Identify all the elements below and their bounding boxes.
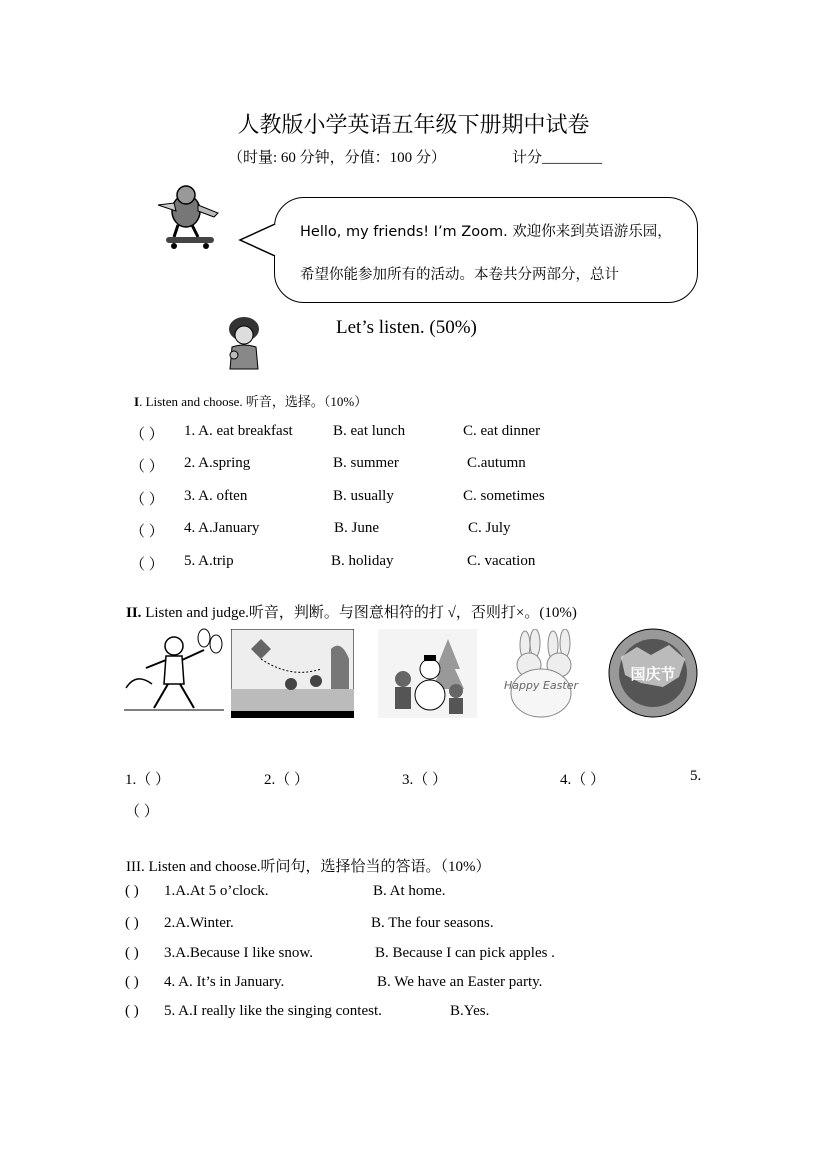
s1-q4-b: B. June <box>334 520 379 536</box>
girl-listening-icon <box>222 315 266 371</box>
s1-q5-a: 5. A.trip <box>184 553 234 569</box>
s1-q5-b: B. holiday <box>331 553 394 569</box>
s1-q2-a: 2. A.spring <box>184 455 251 471</box>
national-day-text: 国庆节 <box>630 665 676 683</box>
s1-q4-c: C. July <box>468 520 511 536</box>
s1-q3-b: B. usually <box>333 488 394 504</box>
s2-answer-2[interactable]: 2.（ ） <box>264 772 310 788</box>
s3-q4-b: B. We have an Easter party. <box>377 974 543 990</box>
easter-text: Happy Easter <box>503 679 579 692</box>
s3-q5-bracket[interactable]: ( ) <box>125 1003 139 1019</box>
time-info: （时量: 60 分钟，分值：100 分） <box>228 150 446 166</box>
s1-q4-bracket[interactable]: （ ） <box>130 524 164 540</box>
section-1-roman: I <box>134 394 140 409</box>
section-2-title <box>126 601 577 622</box>
picture-exercise-icon <box>124 628 224 718</box>
zoom-mascot-icon <box>148 183 228 251</box>
s3-q4-a: 4. A. It’s in January. <box>164 974 285 990</box>
s2-answer-3[interactable]: 3.（ ） <box>402 772 448 788</box>
s1-q2-bracket[interactable]: （ ） <box>130 459 164 475</box>
s3-q4-bracket[interactable]: ( ) <box>125 974 139 990</box>
s3-q3-a: 3.A.Because I like snow. <box>164 945 313 961</box>
s1-q5-bracket[interactable]: （ ） <box>130 557 164 573</box>
picture-kite-icon <box>231 629 354 718</box>
section-1-title <box>134 391 367 410</box>
s1-q2-c: C.autumn <box>467 455 526 471</box>
intro-line-1: Hello, my friends! I’m Zoom. 欢迎你来到英语游乐园， <box>300 224 672 240</box>
picture-snowman-icon <box>378 629 477 718</box>
s1-q2-b: B. summer <box>333 455 399 471</box>
intro-line-2: 希望你能参加所有的活动。本卷共分两部分，总计 <box>300 267 619 283</box>
section-2-text: Listen and judge.听音，判断。与图意相符的打 √，否则打×。(10%) <box>141 605 577 621</box>
s3-q1-a: 1.A.At 5 o’clock. <box>164 883 269 899</box>
s2-answer-5-bracket[interactable]: （ ） <box>125 804 159 820</box>
s3-q2-bracket[interactable]: ( ) <box>125 915 139 931</box>
section-2-roman: II. <box>126 605 142 621</box>
section-3-title: III. Listen and choose.听问句，选择恰当的答语。（10%） <box>126 859 491 875</box>
s1-q1-c: C. eat dinner <box>463 423 541 439</box>
s1-q1-b: B. eat lunch <box>333 423 406 439</box>
s2-answer-5[interactable]: 5. <box>690 768 702 784</box>
s1-q3-bracket[interactable]: （ ） <box>130 492 164 508</box>
s1-q3-a: 3. A. often <box>184 488 248 504</box>
picture-easter-icon <box>495 629 587 719</box>
s3-q5-a: 5. A.I really like the singing contest. <box>164 1003 382 1019</box>
listen-heading: Let’s listen. (50%) <box>336 317 477 338</box>
speech-bubble-tail <box>238 222 278 262</box>
s1-q4-a: 4. A.January <box>184 520 260 536</box>
s3-q1-bracket[interactable]: ( ) <box>125 883 139 899</box>
s3-q2-b: B. The four seasons. <box>371 915 494 931</box>
s2-answer-4[interactable]: 4.（ ） <box>560 772 606 788</box>
s3-q3-bracket[interactable]: ( ) <box>125 945 139 961</box>
s1-q3-c: C. sometimes <box>463 488 545 504</box>
s3-q5-b: B.Yes. <box>450 1003 490 1019</box>
s3-q1-b: B. At home. <box>373 883 446 899</box>
s2-answer-1[interactable]: 1.（ ） <box>125 772 171 788</box>
section-1-text: . Listen and choose. 听音，选择。（10%） <box>139 394 368 409</box>
picture-national-day-icon <box>607 627 699 719</box>
s3-q2-a: 2.A.Winter. <box>164 915 234 931</box>
s1-q5-c: C. vacation <box>467 553 536 569</box>
s3-q3-b: B. Because I can pick apples . <box>375 945 555 961</box>
speech-bubble <box>274 197 698 303</box>
page-title: 人教版小学英语五年级下册期中试卷 <box>237 112 590 137</box>
score-field[interactable]: 计分________ <box>512 150 603 166</box>
s1-q1-bracket[interactable]: （ ） <box>130 427 164 443</box>
s1-q1-a: 1. A. eat breakfast <box>184 423 293 439</box>
